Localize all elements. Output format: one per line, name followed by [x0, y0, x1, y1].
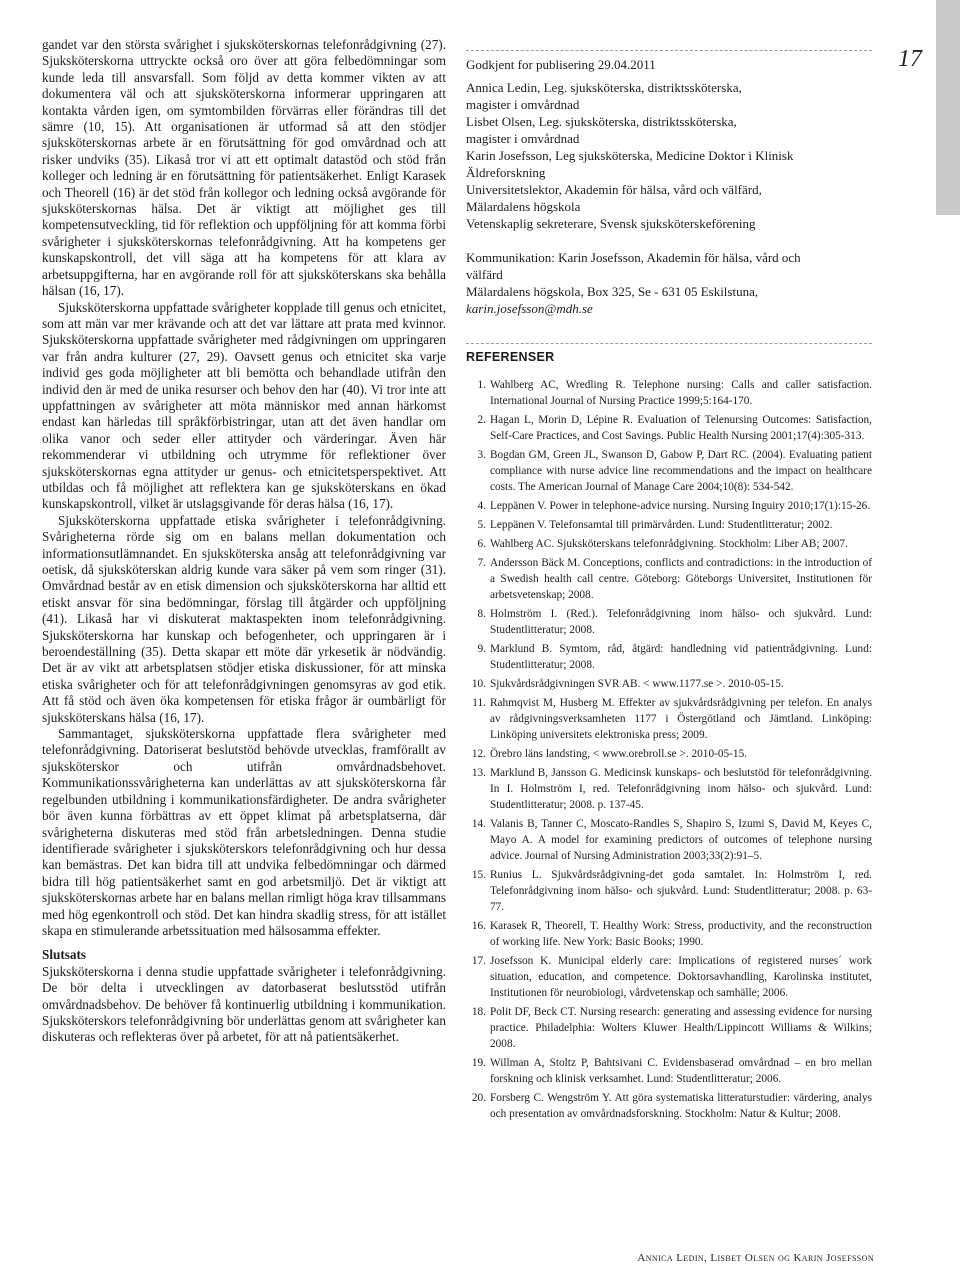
conclusion-heading: Slutsats: [42, 947, 86, 963]
conclusion-text: Sjuksköterskorna i denna studie uppfattade svårigheter i telefonrådgivning. De bör delta i utvecklingen av datorbaserat beslutsstöd utifrån omvårdnadsbehov. De behöver få kontinuerlig utbildning i kommunikation. Sjuksköterskors telefonrådgivning bör underlättas genom att svårigheter kan diskuteras och reflekteras över på arbetet, för att nå patientsäkerhet.: [42, 963, 446, 1045]
contact-line: Kommunikation: Karin Josefsson, Akademin för hälsa, vård och: [466, 250, 801, 265]
reference-item: 12. Örebro läns landsting, < www.orebroll.se >. 2010-05-15.: [471, 748, 748, 760]
reference-item: 7. Andersson Bäck M. Conceptions, conflicts and contradictions: in the introduction of a Swedish health call centre. Göteborg: Göteborgs Universitet, Institutionen för arbetsvetenskap; 2008.: [477, 557, 872, 601]
contact-line: välfärd: [466, 267, 503, 282]
references-heading: REFERENSER: [466, 350, 555, 364]
reference-item: 19. Willman A, Stoltz P, Bahtsivani C. Evidensbaserad omvårdnad – en bro mellan forskning och klinisk verksamhet. Lund: Studentlitteratur; 2006.: [471, 1057, 872, 1085]
approval-date: Godkjent for publisering 29.04.2011: [466, 57, 656, 72]
author-line: Äldreforskning: [466, 165, 546, 180]
reference-item: 18. Polit DF, Beck CT. Nursing research: generating and assessing evidence for nursing practice. Philadelphia: Wolters Kluwer Health/Lippincott Williams & Wilkins; 2008.: [471, 1006, 872, 1050]
author-line: Universitetslektor, Akademin för hälsa, vård och välfärd,: [466, 182, 762, 197]
reference-item: 9. Marklund B. Symtom, råd, åtgärd: handledning vid patientrådgivning. Lund: Studentlitteratur; 2008.: [477, 643, 872, 671]
paragraph-3: Sjuksköterskorna uppfattade etiska svårigheter i telefonrådgivning. Svårigheterna rörde sig om en balans mellan dokumentation och informationsutlämnandet. En sjuksköterska ansåg att telefonrådgivning var oetisk, då sjuksköterskan aldrig kunde vara säker på vem som ringer (31). Omvårdnad består av en etisk dimension och sjuksköterskorna har alltid ett etiskt ansvar för sina bedömningar, förslag till åtgärder och uppföljning (41). Likaså har vi diskuterat maktaspekten inom telefonrådgivning. Sjuksköterskorna har kunskap och befogenheter, och uppringaren är i beroendeställning (35). Detta skapar ett möte där yrkesetik är nödvändig. Det är av vikt att arbetsplatsen stödjer etiska diskussioner, för att minska etiska svårigheter och för att telefonrådgivningen genomsyras av god etik. Att få stöd och även öka kompetensen för etiska frågor är oumbärligt för sjuksköterskans hälsa (16, 17).: [42, 512, 446, 725]
divider-references: [466, 343, 872, 344]
reference-item: 1. Wahlberg AC, Wredling R. Telephone nursing: Calls and caller satisfaction. International Journal of Nursing Practice 1999;5:164-170.: [477, 379, 872, 407]
author-line: Karin Josefsson, Leg sjuksköterska, Medicine Doktor i Klinisk: [466, 148, 794, 163]
reference-item: 16. Karasek R, Theorell, T. Healthy Work: Stress, productivity, and the reconstruction of working life. New York: Basic Books; 1990.: [471, 920, 872, 948]
paragraph-4: Sammantaget, sjuksköterskorna uppfattade flera svårigheter med telefonrådgivning. Datoriserat beslutstöd behövde utvecklas, framförallt av sjuksköterskor och utifrån omvårdnadsbehovet. Kommunikationssvårigheterna kan underlättas av att sjuksköterskorna får regelbunden utbildning i kommunikationsfärdigheter. De andra svårigheter bör även kunna förbättras av ett öppet klimat på arbetsplatserna, där svårigheterna diskuteras med stöd från arbetsledningen. Denna studie identifierade svårigheter i sjuksköterskors telefonrådgivning och hur dessa kan bemästras. Det kan bidra till att undvika felbedömningar och därmed bidra till hög patientsäkerhet samt en god arbetsmiljö. Det är viktigt att sjuksköterskornas arbete har en balans mellan rimligt höga krav tillsammans med hög egenkontroll och stöd. Det kan hindra skadlig stress, för att istället skapa en stimulerande arbetssituation med hälsosamma effekter.: [42, 726, 446, 938]
reference-item: 2. Hagan L, Morin D, Lépine R. Evaluation of Telenursing Outcomes: Satisfaction, Self-Care Practices, and Cost Savings. Public Health Nursing 2001;17(4):305-313.: [477, 414, 872, 442]
reference-list: [466, 377, 872, 1125]
paragraph-2: Sjuksköterskorna uppfattade svårigheter kopplade till genus och etnicitet, som att män var mer krävande och att det var lättare att prata med kvinnor. Sjuksköterskorna uppfattade svårigheter med rådgivningen om uppringaren var från andra kulturer (27, 29). Oavsett genus och etnicitet ska varje individ ges goda möjligheter att bli bemötta och behandlade utifrån den individ den är med de unika resurser och behov den har (40). Vi tror inte att uppfattningen av svårigheter att möta människor med annan härkomst endast kan härledas till språkförbistringar, utan att det även handlar om olika vanor och seder eller attityder och värderingar. Även här rekommenderar vi utbildning och utrymme för reflektioner över sjuksköterskornas egna attityder ur genus- och etnicitetsperspektivet. Att utbildas och få möjlighet att reflektera kan ge sjuksköterskans en ökad kunskapskontroll, vilket är utslagsgivande för deras hälsa (16, 17).: [42, 299, 446, 512]
page-number: 17: [898, 46, 922, 72]
contact-line: Mälardalens högskola, Box 325, Se - 631 05 Eskilstuna,: [466, 284, 759, 299]
reference-item: 4. Leppänen V. Power in telephone-advice nursing. Nursing Inguiry 2010;17(1):15-26.: [477, 500, 871, 512]
reference-item: 11. Rahmqvist M, Husberg M. Effekter av sjukvårdsrådgivning per telefon. En analys av rådgivningsverksamheten 1177 i Östergötland och Jämtland. Linköping: Linköping universitets elektroniska press; 2009.: [472, 697, 872, 741]
author-line: magister i omvårdnad: [466, 97, 580, 112]
paragraph-1: gandet var den största svårighet i sjuksköterskornas telefonrådgivning (27). Sjuksköterskorna uttryckte också oro över att göra felbedömningar som kunde leda till ansvarsfall. Som följd av detta kommer vikten av att dokumentera väl och att sjuksköterskorna informerar uppringaren att kontakta vården igen, om symtombilden förvärras eller förändras till det sämre (10, 15). Att organisationen är utformad så att den stödjer sjuksköterskornas arbete är en förutsättning för god omvårdnad och att risker undviks (35). Likaså tror vi att ett optimalt datastöd och stöd från kolleger och ledning är en förutsättning för patientsäkerhet. Enligt Karasek och Theorell (16) är det stöd från kollegor och ledning också avgörande för sjuksköterskornas hälsa. Det är viktigt att möjlighet ges till kompetensutveckling, tid för reflektion och uppföljning för att komma förbi svårigheter i sjuksköterskornas telefonrådgivning. Att ha kompetens ger kunskapskontroll, det vill säga att ha kompetens för att klara av arbetsuppgifterna, har en avgörande roll för att sjuksköterskans ska behålla hälsan (16, 17).: [42, 37, 446, 299]
reference-item: 10. Sjukvårdsrådgivningen SVR AB. < www.1177.se >. 2010-05-15.: [471, 678, 784, 690]
reference-item: 13. Marklund B, Jansson G. Medicinsk kunskaps- och beslutstöd för telefonrådgivning. In I. Holmström I, red. Telefonrådgivning inom hälso- och sjukvård. Lund: Studentlitteratur; 2008. p. 137-45.: [471, 767, 872, 811]
left-column: [42, 37, 446, 1046]
author-info: [466, 56, 872, 317]
reference-item: 8. Holmström I. (Red.). Telefonrådgivning inom hälso- och sjukvård. Lund: Studentlitteratur; 2008.: [477, 608, 872, 636]
side-tab: [936, 0, 960, 215]
reference-item: 3. Bogdan GM, Green JL, Swanson D, Gabow P, Dart RC. (2004). Evaluating patient compliance with nurse advice line recommendations and the impact on healthcare costs. The American Journal of Manage Care 2004;10(8): 534-542.: [477, 449, 872, 493]
author-line: Lisbet Olsen, Leg. sjuksköterska, distriktssköterska,: [466, 114, 737, 129]
contact-email[interactable]: karin.josefsson@mdh.se: [466, 301, 593, 316]
author-line: Annica Ledin, Leg. sjuksköterska, distriktssköterska,: [466, 80, 742, 95]
author-line: Vetenskaplig sekreterare, Svensk sjuksköterskeförening: [466, 216, 756, 231]
reference-item: 15. Runius L. Sjukvårdsrådgivning-det goda samtalet. In: Holmström I, red. Telefonrådgivning inom hälso- och sjukvård. Lund: Studentlitteratur; 2008. p. 63-77.: [471, 869, 872, 913]
reference-item: 17. Josefsson K. Municipal elderly care: Implications of registered nurses´ work situation, education, and competence. Doktorsavhandling, Karolinska institutet, Institutionen för neurobiologi, vårdvetenskap och samhälle; 2006.: [471, 955, 872, 999]
author-line: Mälardalens högskola: [466, 199, 581, 214]
reference-item: 20. Forsberg C. Wengström Y. Att göra systematiska litteraturstudier: värdering, analys och presentation av omvårdnadsforskning. Stockholm: Natur & Kultur; 2008.: [471, 1092, 872, 1120]
reference-item: 5. Leppänen V. Telefonsamtal till primärvården. Lund: Studentlitteratur; 2002.: [477, 519, 833, 531]
divider-top: [466, 50, 872, 51]
reference-item: 6. Wahlberg AC. Sjuksköterskans telefonrådgivning. Stockholm: Liber AB; 2007.: [477, 538, 848, 550]
author-line: magister i omvårdnad: [466, 131, 580, 146]
reference-item: 14. Valanis B, Tanner C, Moscato-Randles S, Shapiro S, Izumi S, David M, Keyes C, Mayo A. A model for examining predictors of outcomes of telephone nursing advice. Journal of Nursing Administration 2003;33(2):91–5.: [471, 818, 872, 862]
footer-authors: Annica Ledin, Lisbet Olsen og Karin Josefsson: [637, 1252, 874, 1264]
